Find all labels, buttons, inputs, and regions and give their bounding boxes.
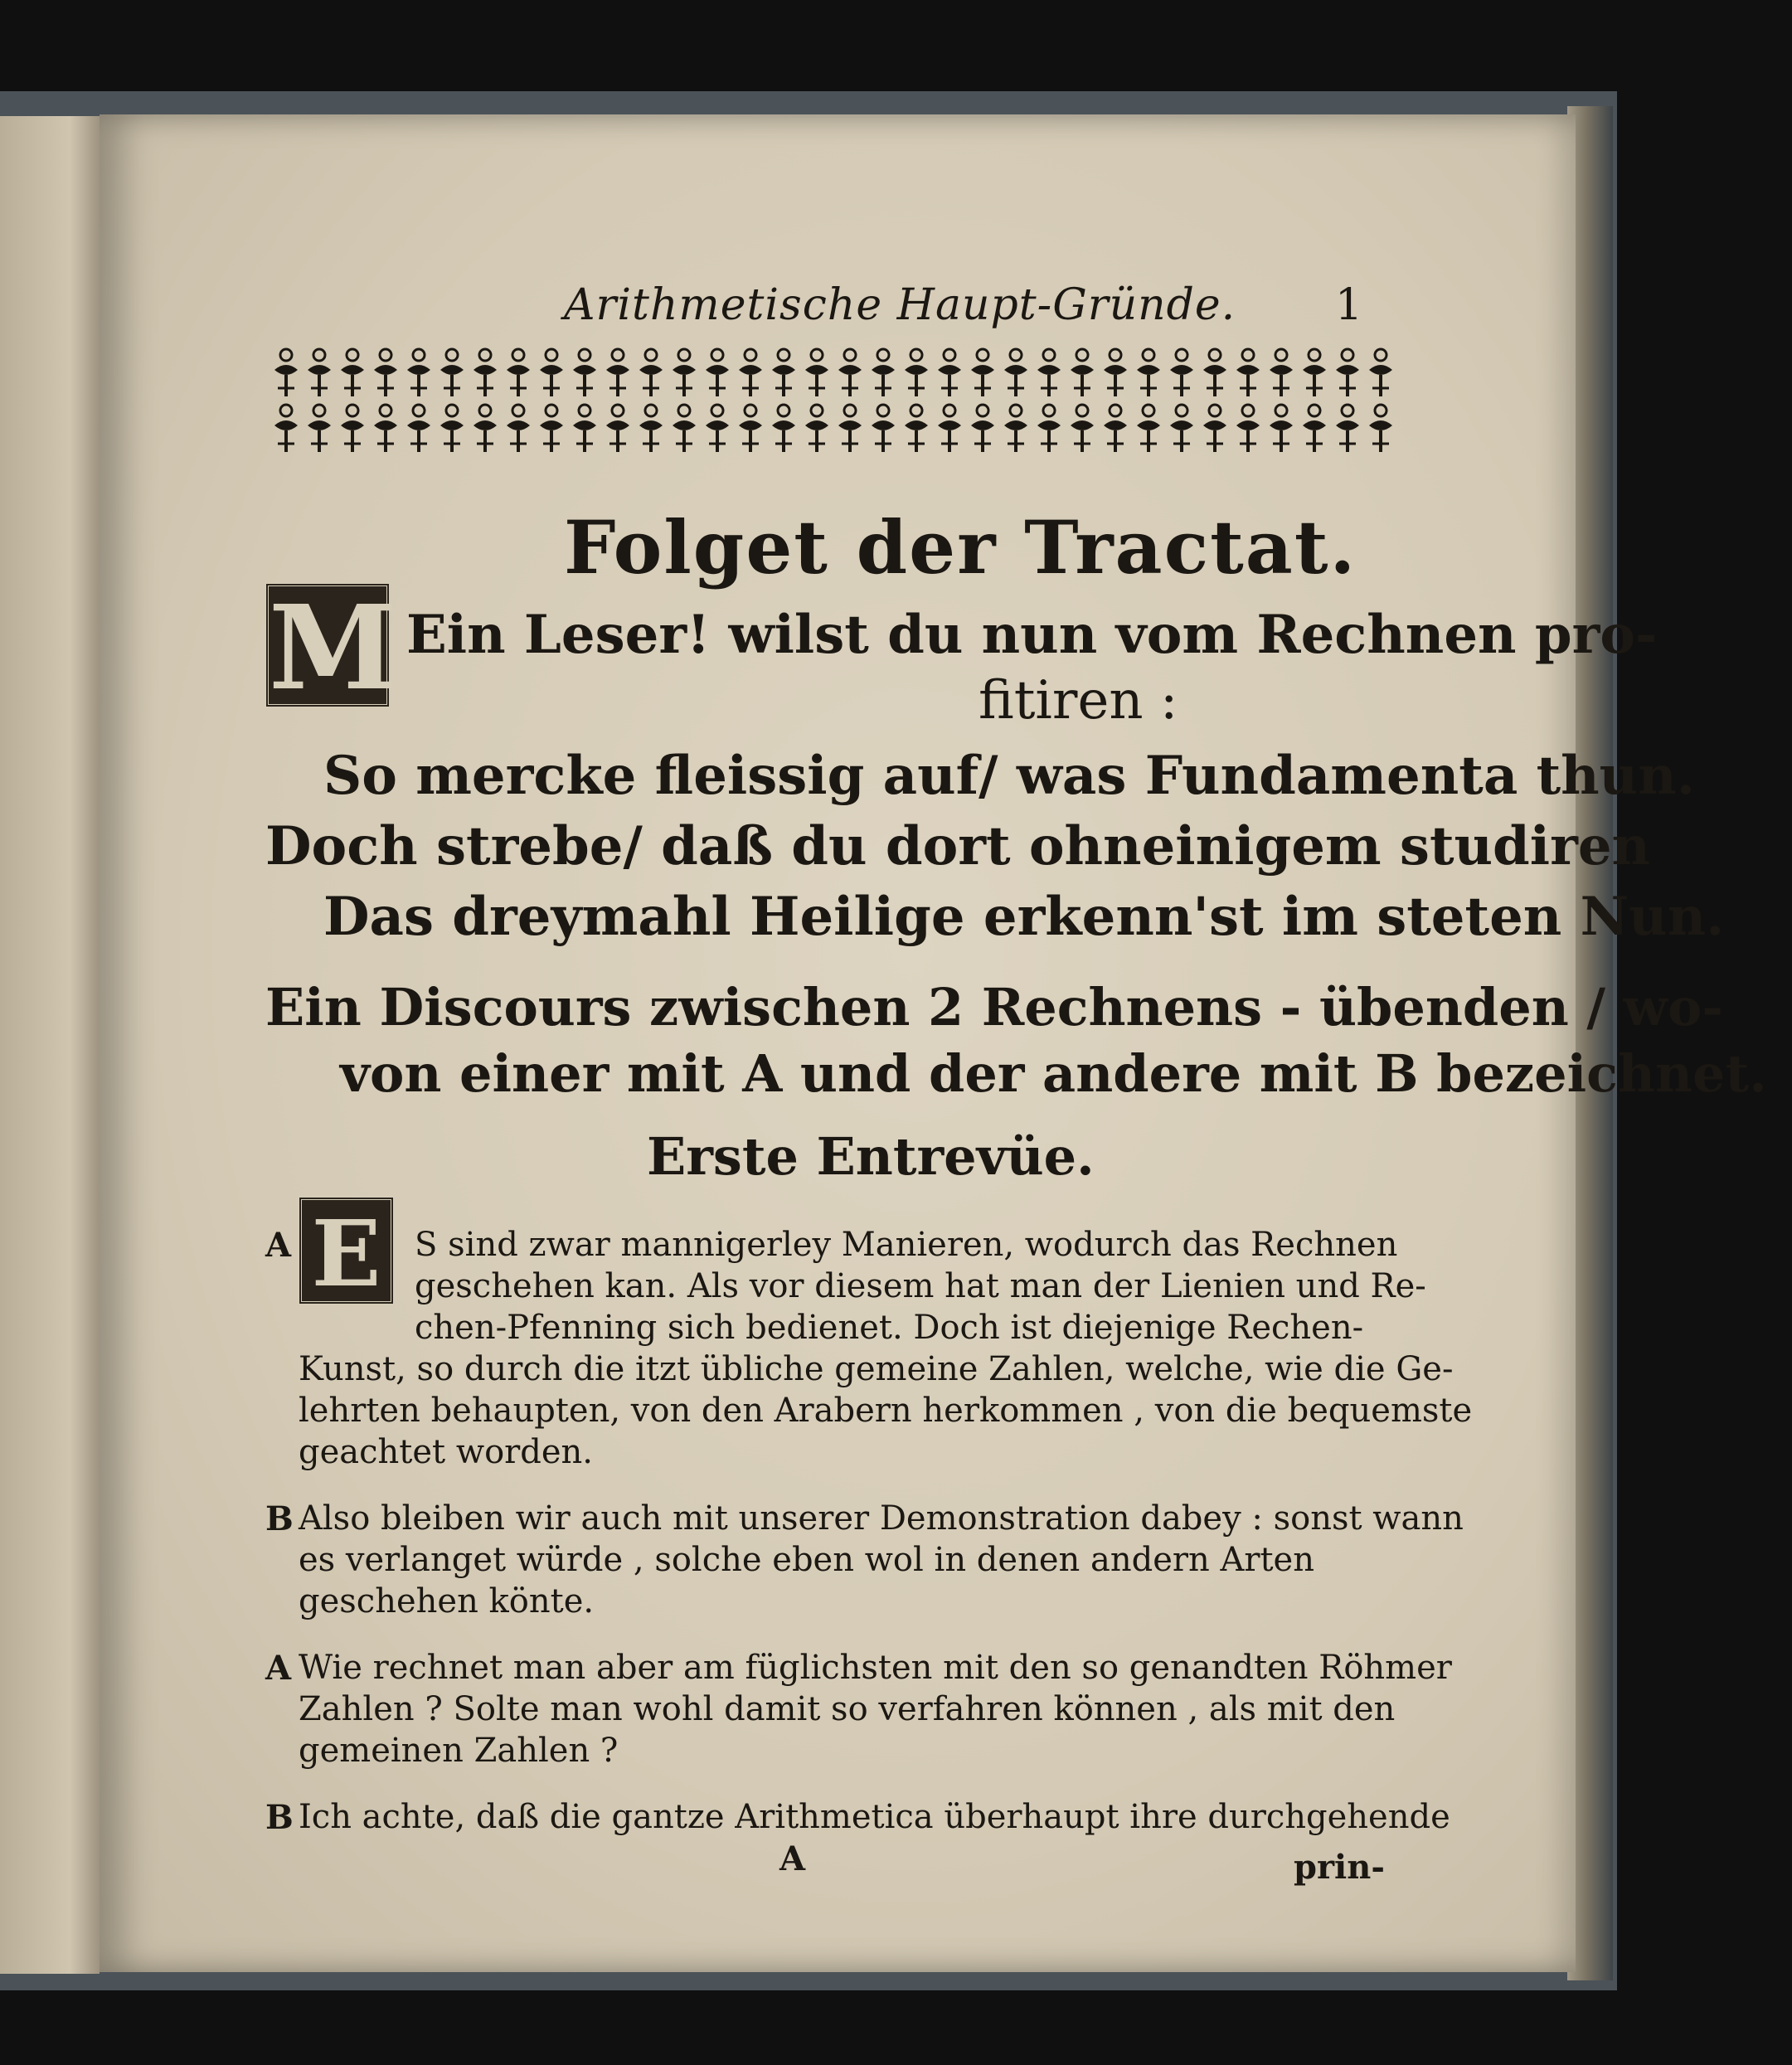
poem-line: fitiren : — [979, 670, 1178, 731]
initial-M: M — [265, 583, 390, 707]
speaker-label: A — [265, 1649, 292, 1688]
catchword: prin- — [1294, 1848, 1385, 1887]
poem-line: Das dreymahl Heilige erkenn'st im steten Nun. — [323, 886, 1725, 948]
ornament-border — [270, 345, 1397, 457]
section-heading: Erste Entrevüe. — [647, 1126, 1095, 1187]
running-head: Arithmetische Haupt-Gründe. — [564, 280, 1236, 330]
speaker-label: A — [265, 1226, 292, 1265]
dialogue-line: geschehen kan. Als vor diesem hat man der Lienien und Re- — [415, 1267, 1426, 1305]
speaker-label: B — [265, 1499, 294, 1538]
dialogue-line: gemeinen Zahlen ? — [299, 1732, 619, 1770]
poem-line: Ein Leser! wilst du nun vom Rechnen pro- — [406, 604, 1658, 666]
dialogue-line: Wie rechnet man aber am füglichsten mit den so genandten Röhmer — [299, 1649, 1452, 1687]
page-number: 1 — [1335, 280, 1363, 330]
discourse-heading-line: von einer mit A und der andere mit B bezeichnet. — [340, 1043, 1767, 1104]
signature-mark: A — [779, 1839, 806, 1878]
dialogue-line: lehrten behaupten, von den Arabern herkommen , von die bequemste — [299, 1392, 1473, 1430]
discourse-heading-line: Ein Discours zwischen 2 Rechnens - übenden / wo- — [265, 977, 1724, 1037]
dialogue-line: Also bleiben wir auch mit unserer Demonstration dabey : sonst wann — [299, 1499, 1464, 1538]
poem-line: Doch strebe/ daß du dort ohneinigem studiren — [265, 815, 1651, 877]
book-page — [100, 114, 1767, 1972]
dialogue-line: geschehen könte. — [299, 1582, 595, 1620]
dialogue-line: es verlanget würde , solche eben wol in denen andern Arten — [299, 1541, 1314, 1579]
dialogue-line: Ich achte, daß die gantze Arithmetica überhaupt ihre durchgehende — [299, 1798, 1450, 1836]
dialogue-line: chen-Pfenning sich bedienet. Doch ist diejenige Rechen- — [415, 1309, 1364, 1347]
dialogue-line: S sind zwar mannigerley Manieren, wodurch das Rechnen — [415, 1226, 1398, 1264]
speaker-label: B — [265, 1798, 294, 1837]
dialogue-line: Kunst, so durch die itzt übliche gemeine Zahlen, welche, wie die Ge- — [299, 1350, 1454, 1388]
poem-line: So mercke fleissig auf/ was Fundamenta thun. — [323, 745, 1695, 807]
initial-E: E — [299, 1197, 394, 1305]
dialogue-line: Zahlen ? Solte man wohl damit so verfahren können , als mit den — [299, 1690, 1396, 1728]
page-title: Folget der Tractat. — [564, 504, 1357, 590]
left-page-edge — [0, 116, 100, 1974]
dialogue-line: geachtet worden. — [299, 1433, 594, 1471]
page-content — [100, 114, 1767, 1972]
